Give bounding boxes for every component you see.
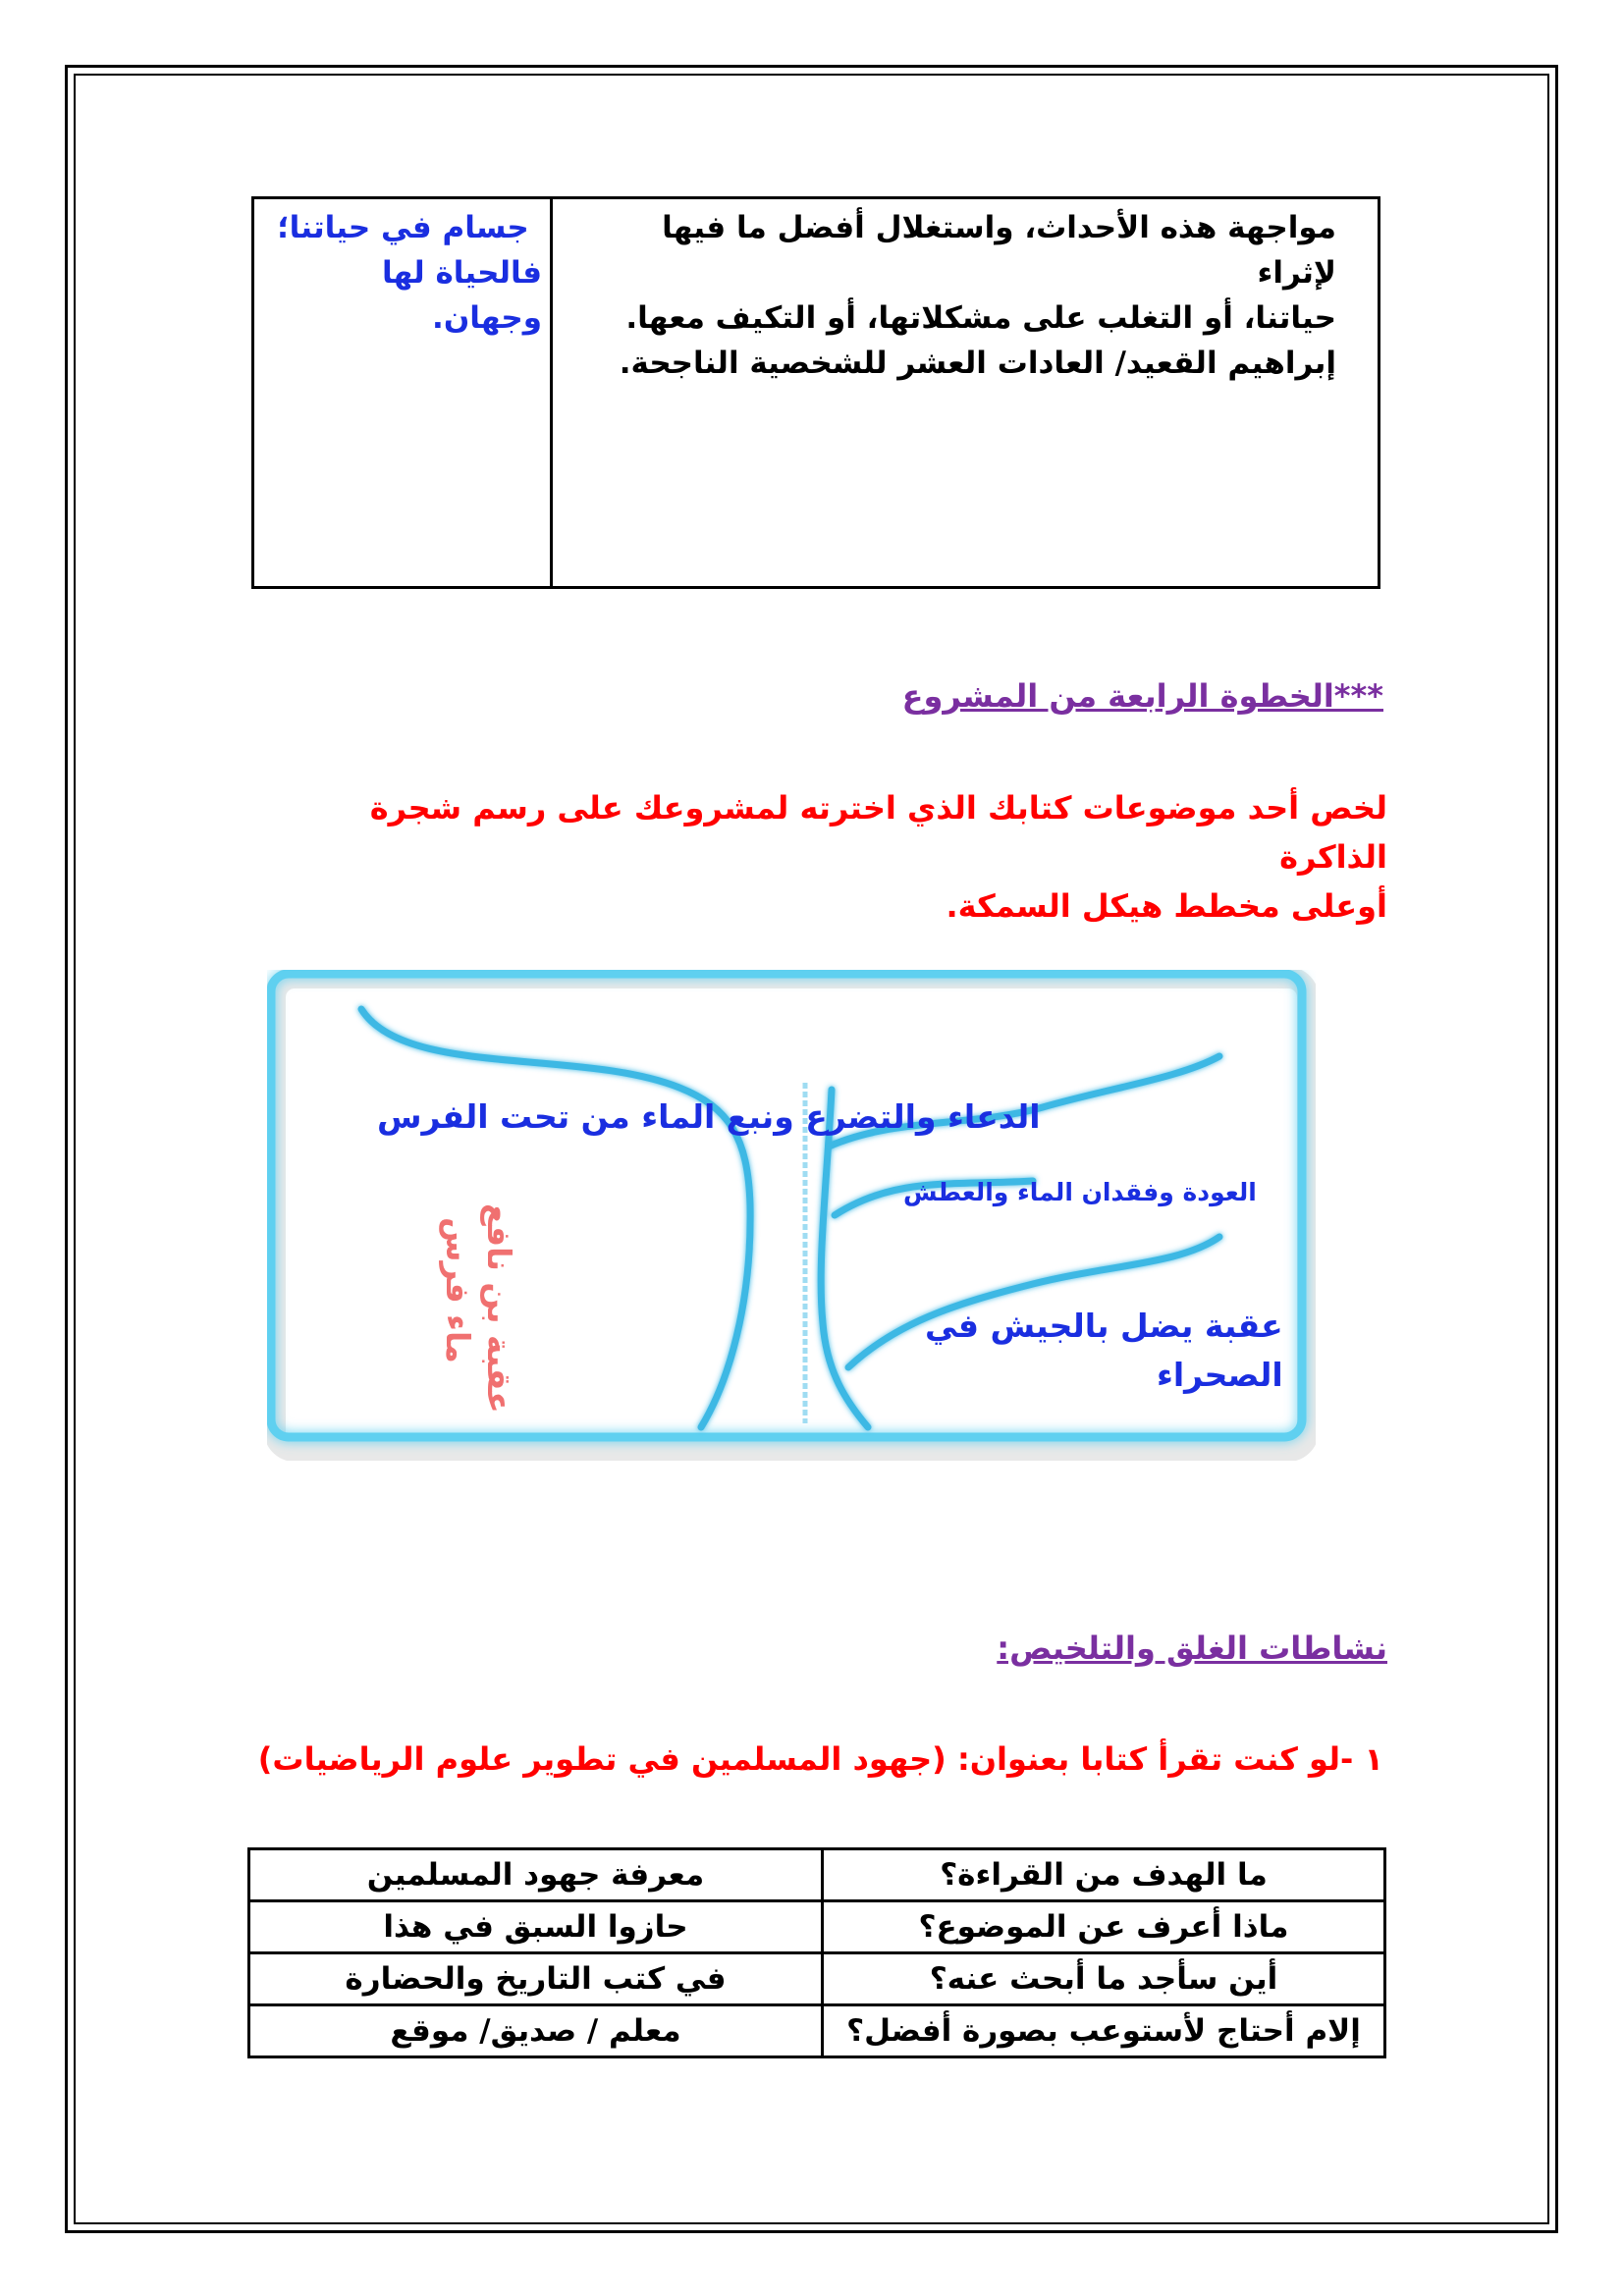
question-cell: ماذا أعرف عن الموضوع؟ bbox=[823, 1901, 1385, 1953]
answer-cell: معرفة جهود المسلمين bbox=[249, 1849, 823, 1901]
trunk-label bbox=[419, 1203, 527, 1414]
trunk-line: عقبة بن نافع bbox=[480, 1203, 518, 1414]
closing-heading: نشاطات الغلق والتلخيص: bbox=[997, 1629, 1387, 1667]
quote-main-cell bbox=[550, 199, 1378, 586]
answer-cell: في كتب التاريخ والحضارة bbox=[249, 1953, 823, 2005]
instruction-text bbox=[258, 783, 1387, 931]
trunk-line: ماء فرس bbox=[439, 1217, 477, 1363]
qa-table bbox=[247, 1847, 1386, 2058]
question-text: ١ -لو كنت تقرأ كتابا بعنوان: (جهود المسلمين في تطوير علوم الرياضيات) bbox=[257, 1740, 1383, 1778]
quote-line: حياتنا، أو التغلب على مشكلاتها، أو التكيف معها. bbox=[625, 300, 1336, 336]
branch-bottom-line: الصحراء bbox=[1156, 1356, 1283, 1394]
table-row bbox=[249, 1953, 1385, 2005]
branch-bottom-line: عقبة يضل بالجيش في bbox=[925, 1307, 1283, 1345]
memory-tree-diagram bbox=[267, 970, 1316, 1461]
branch-bottom-label bbox=[925, 1302, 1283, 1400]
table-row bbox=[249, 1901, 1385, 1953]
branch-middle-label: العودة وفقدان الماء والعطش bbox=[903, 1178, 1257, 1206]
instruction-line: أوعلى مخطط هيكل السمكة. bbox=[946, 887, 1387, 925]
question-cell: ما الهدف من القراءة؟ bbox=[823, 1849, 1385, 1901]
quote-source: إبراهيم القعيد/ العادات العشر للشخصية الناجحة. bbox=[619, 346, 1336, 381]
quote-side-line: جسام في حياتنا؛ bbox=[277, 210, 529, 245]
step-heading: ***الخطوة الرابعة من المشروع bbox=[901, 677, 1383, 715]
table-row bbox=[249, 1849, 1385, 1901]
instruction-line: لخص أحد موضوعات كتابك الذي اخترته لمشروعك على رسم شجرة الذاكرة bbox=[369, 789, 1387, 876]
question-cell: إلام أحتاج لأستوعب بصورة أفضل؟ bbox=[823, 2005, 1385, 2057]
quote-line: مواجهة هذه الأحداث، واستغلال أفضل ما فيها لإثراء bbox=[662, 210, 1336, 291]
table-row bbox=[249, 2005, 1385, 2057]
quote-side-line: فالحياة لها وجهان. bbox=[381, 255, 542, 336]
quote-side-cell bbox=[254, 199, 550, 586]
answer-cell: حازوا السبق في هذا bbox=[249, 1901, 823, 1953]
answer-cell: معلم / صديق/ موقع bbox=[249, 2005, 823, 2057]
branch-top-label: الدعاء والتضرع ونبع الماء من تحت الفرس bbox=[377, 1097, 1041, 1136]
quote-table bbox=[251, 196, 1380, 589]
question-cell: أين سأجد ما أبحث عنه؟ bbox=[823, 1953, 1385, 2005]
